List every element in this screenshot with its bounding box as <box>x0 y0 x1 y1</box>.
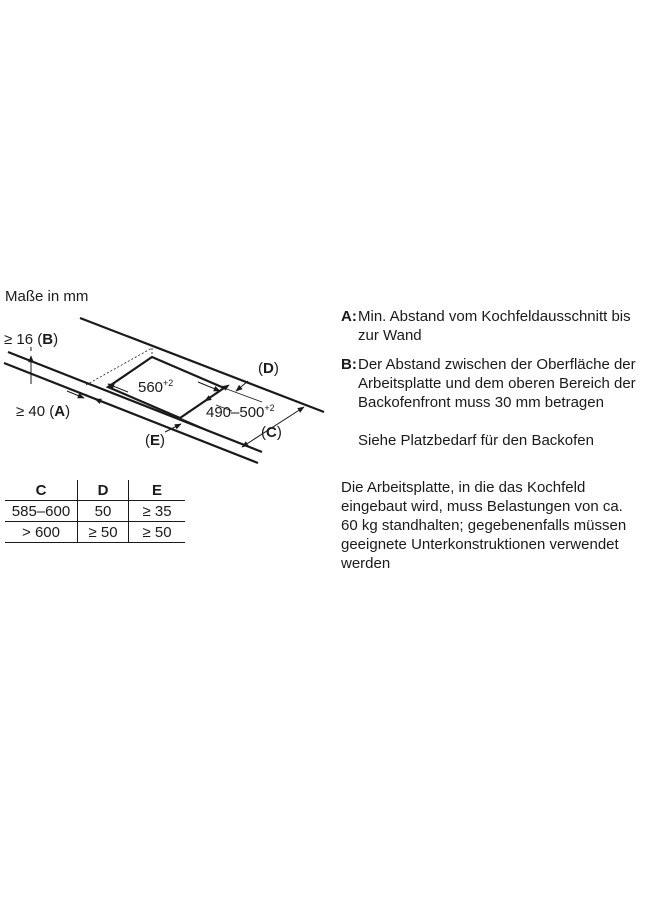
worktop-back-edge <box>80 318 324 412</box>
note-b-key: B: <box>341 356 357 373</box>
table-cell: > 600 <box>5 522 78 543</box>
table-header-d: D <box>78 480 129 501</box>
table-row <box>5 522 185 543</box>
note-a-key: A: <box>341 308 357 325</box>
table-cell: ≥ 50 <box>78 522 129 543</box>
label-d: (D) <box>258 360 279 377</box>
note-a <box>341 307 641 345</box>
note-b-text: Der Abstand zwischen der Oberfläche der Arbeitsplatte und dem oberen Bereich der Backofenfront muss 30 mm betragen <box>358 356 636 411</box>
label-c: (C) <box>261 424 282 441</box>
table-cell: 585–600 <box>5 501 78 522</box>
label-width: $560^{+2}$ <box>138 378 174 396</box>
depth-arrow <box>205 385 229 401</box>
width-arrow-right <box>198 382 220 391</box>
table-row <box>5 501 185 522</box>
d-arrow <box>236 381 248 391</box>
label-e: (E) <box>145 432 166 449</box>
countertop-cutout-drawing <box>0 300 330 470</box>
table-cell: ≥ 50 <box>129 522 186 543</box>
table-cell: ≥ 35 <box>129 501 186 522</box>
worktop-front-edge-top <box>8 352 262 452</box>
units-label: Maße in mm <box>5 288 89 305</box>
label-b: ≥ 16 (B) <box>4 331 59 348</box>
arbeitsplatte-note: Die Arbeitsplatte, in die das Kochfeld eingebaut wird, muss Belastungen von ca. 60 kg standhalten; gegebenenfalls müssen geeignete Unterkonstruktionen verwendet werden <box>341 479 627 572</box>
note-a-text: Min. Abstand vom Kochfeldausschnitt bis zur Wand <box>358 308 631 344</box>
dimensions-table <box>5 480 185 543</box>
note-b <box>341 355 641 412</box>
table-header-c: C <box>5 480 78 501</box>
table-cell: 50 <box>78 501 129 522</box>
a-arrow-right <box>95 399 110 405</box>
note-c-text: Siehe Platzbedarf für den Backofen <box>358 432 594 449</box>
table-header-e: E <box>129 480 186 501</box>
label-a: ≥ 40 (A) <box>16 403 71 420</box>
label-depth: $490-500^{+2}$ <box>206 403 275 421</box>
